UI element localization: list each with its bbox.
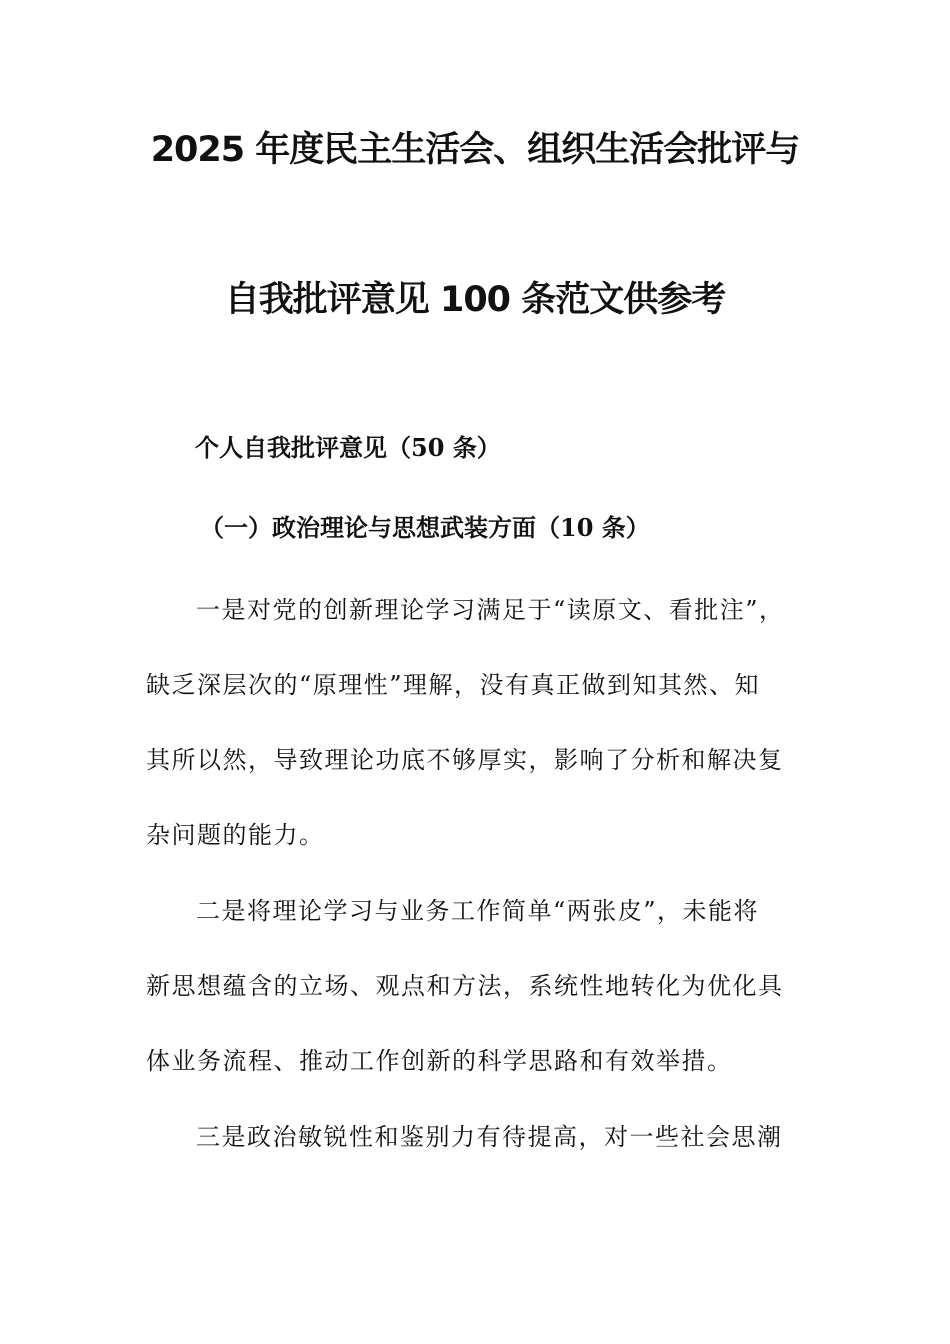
paragraph-line: 缺乏深层次的“原理性”理解，没有真正做到知其然、知 (146, 671, 761, 699)
document-title-line-1: 2025 年度民主生活会、组织生活会批评与 (150, 130, 800, 170)
paragraph-line: 其所以然，导致理论功底不够厚实，影响了分析和解决复 (146, 746, 784, 774)
document-title-line-2: 自我批评意见 100 条范文供参考 (224, 280, 726, 320)
paragraph-line: 三是政治敏锐性和鉴别力有待提高，对一些社会思潮 (196, 1123, 783, 1151)
paragraph-line: 体业务流程、推动工作创新的科学思路和有效举措。 (146, 1047, 733, 1075)
paragraph-line: 二是将理论学习与业务工作简单“两张皮”，未能将 (196, 897, 760, 925)
paragraph-line: 新思想蕴含的立场、观点和方法，系统性地转化为优化具 (146, 972, 784, 1000)
section-heading: 个人自我批评意见（50 条） (195, 433, 501, 462)
paragraph-line: 杂问题的能力。 (146, 821, 325, 849)
subsection-heading: （一）政治理论与思想武装方面（10 条） (200, 513, 650, 542)
paragraph-line: 一是对党的创新理论学习满足于“读原文、看批注”， (196, 596, 785, 624)
